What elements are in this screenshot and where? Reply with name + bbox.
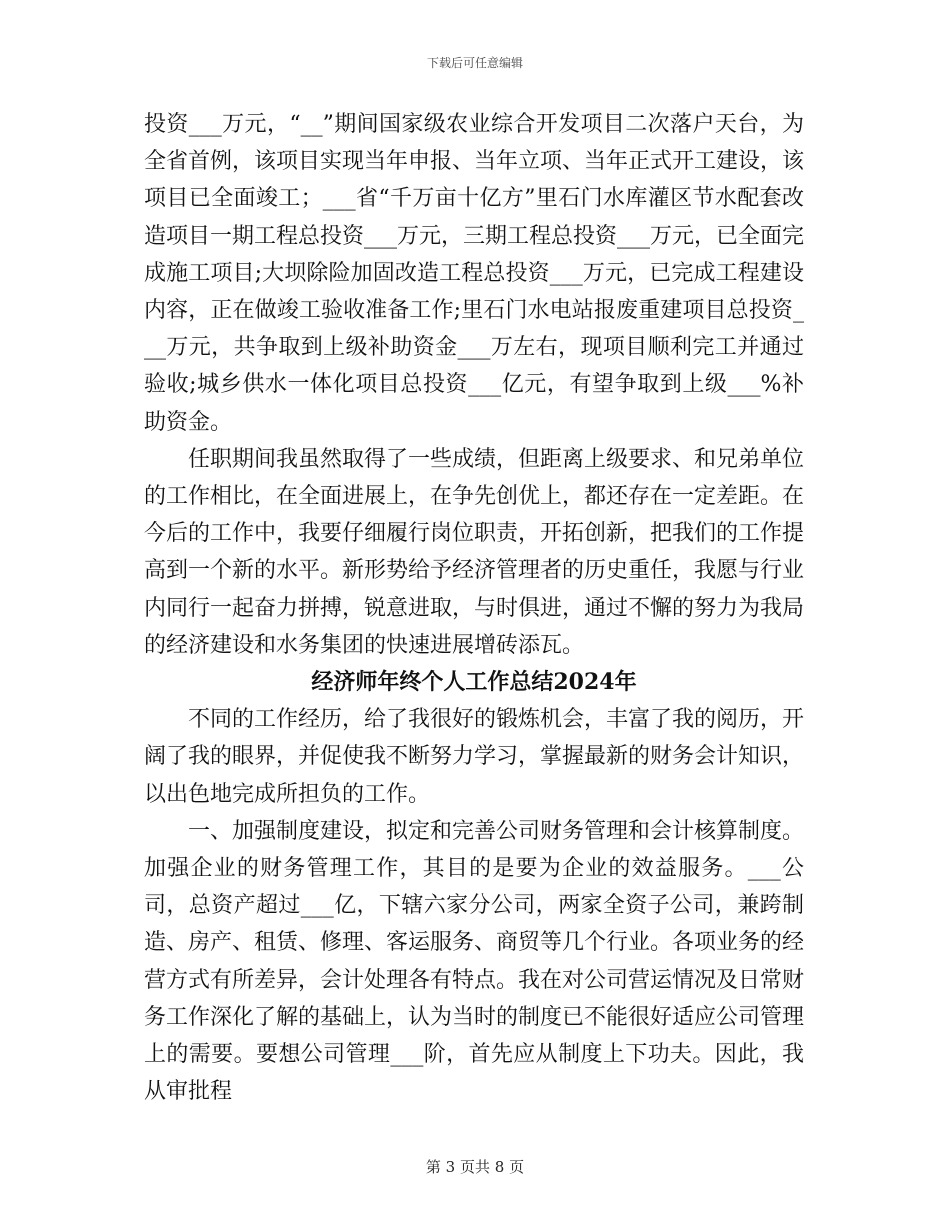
page-footer: 第 3 页共 8 页 — [425, 1158, 525, 1176]
paragraph-system-building: 一、加强制度建设，拟定和完善公司财务管理和会计核算制度。加强企业的财务管理工作，其目的是要为企业的效益服务。___公司，总资产超过___亿，下辖六家分公司，两家全资子公司，兼跨制造、房产、租赁、修理、客运服务、商贸等几个行业。各项业务的经营方式有所差异，会计处理各有特点。我在对公司营运情况及日常财务工作深化了解的基础上，认为当时的制度已不能很好适应公司管理上的需要。要想公司管理___阶，首先应从制度上下功夫。因此，我从审批程 — [144, 818, 805, 1105]
paragraph-experience: 不同的工作经历，给了我很好的锻炼机会，丰富了我的阅历，开阔了我的眼界，并促使我不断努力学习，掌握最新的财务会计知识，以出色地完成所担负的工作。 — [144, 707, 805, 807]
paragraph-achievements: 任职期间我虽然取得了一些成绩，但距离上级要求、和兄弟单位的工作相比，在全面进展上，在争先创优上，都还存在一定差距。在今后的工作中，我要仔细履行岗位职责，开拓创新，把我们的工作提高到一个新的水平。新形势给予经济管理者的历史重任，我愿与行业内同行一起奋力拼搏，锐意进取，与时俱进，通过不懈的努力为我局的经济建设和水务集团的快速进展增砖添瓦。 — [144, 446, 805, 658]
paragraph-investment: 投资___万元，“__”期间国家级农业综合开发项目二次落户天台，为全省首例，该项目实现当年申报、当年立项、当年正式开工建设，该项目已全面竣工；___省“千万亩十亿方”里石门水库灌区节水配套改造项目一期工程总投资___万元，三期工程总投资___万元，已全面完成施工项目;大坝除险加固改造工程总投资___万元，已完成工程建设内容，正在做竣工验收准备工作;里石门水电站报废重建项目总投资___万元，共争取到上级补助资金___万左右，现项目顺利完工并通过验收;城乡供水一体化项目总投资___亿元，有望争取到上级___%补助资金。 — [144, 112, 805, 435]
section-title: 经济师年终个人工作总结2024年 — [311, 669, 637, 696]
page-header: 下载后可任意编辑 — [426, 56, 523, 70]
document-body — [144, 106, 804, 1110]
